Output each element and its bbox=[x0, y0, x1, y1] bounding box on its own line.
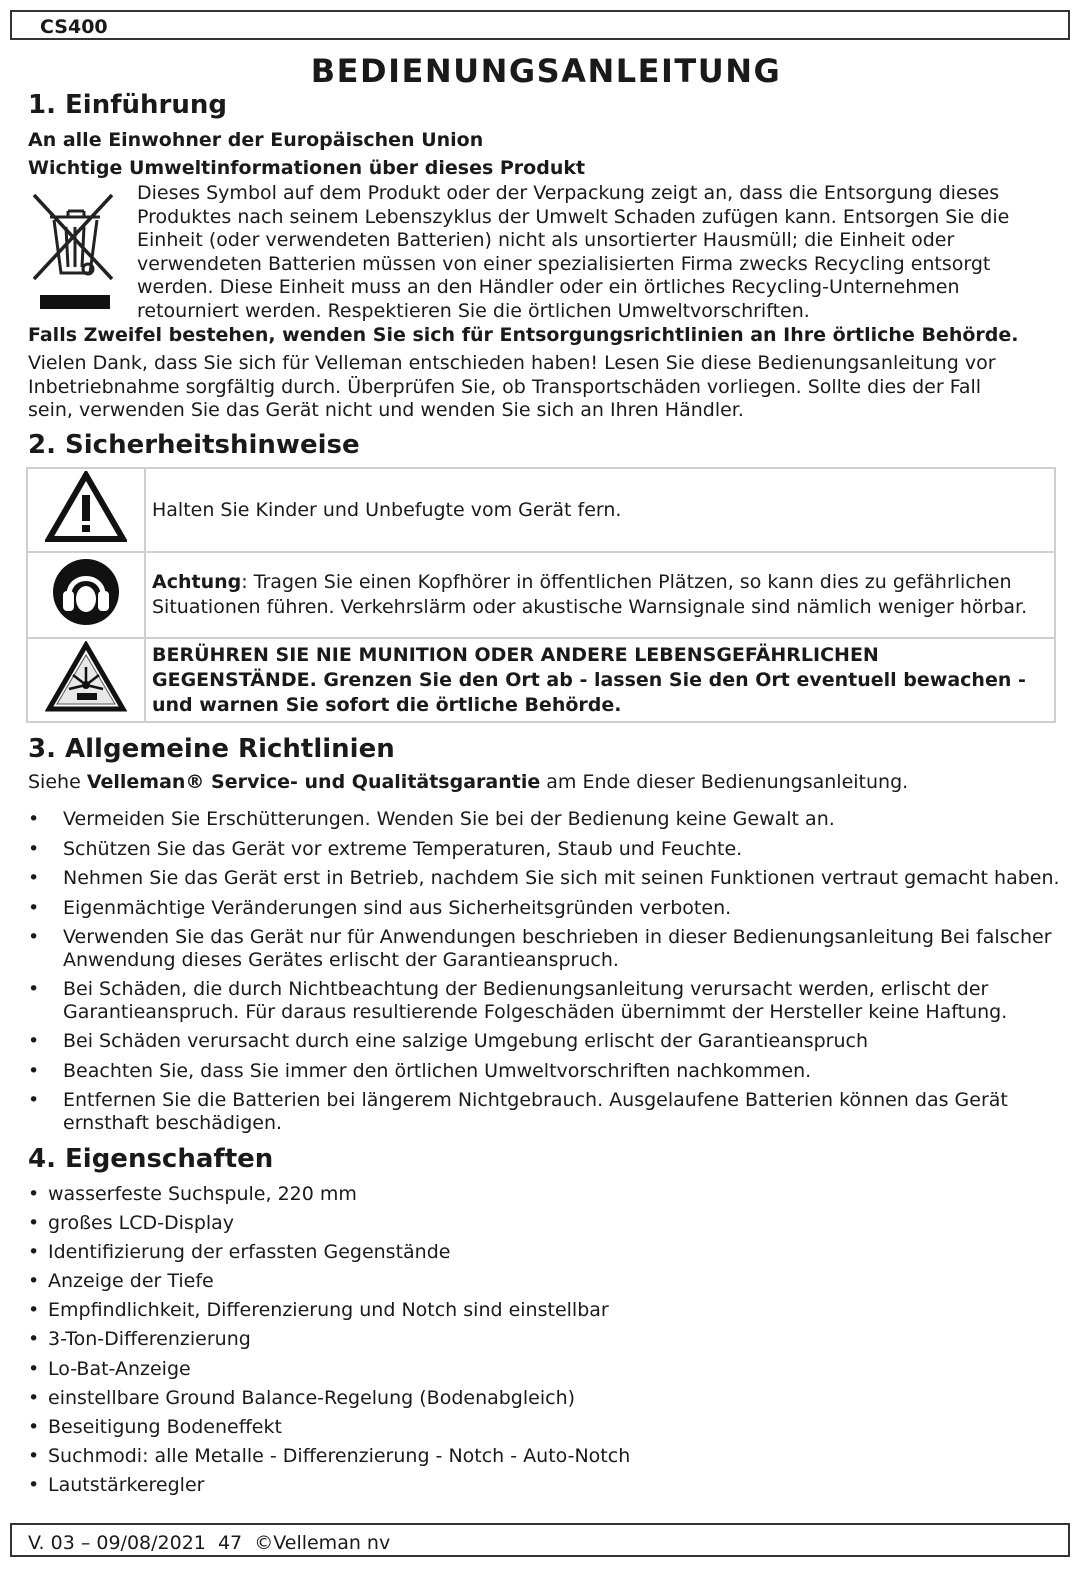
safety-row bbox=[27, 638, 1055, 722]
env-line-text: Produktes nach seinem Lebenszyklus der Umwelt Schaden zufügen kann. Entsorgen Sie die bbox=[137, 205, 1010, 228]
section-1-heading: 1. Einführung bbox=[28, 90, 227, 120]
env-line-text: werden. Diese Einheit muss an den Händler oder ein örtliches Recycling-Unternehmen bbox=[137, 276, 960, 298]
intro-pre: Siehe bbox=[28, 771, 87, 793]
warning-triangle-icon bbox=[45, 471, 127, 543]
safety-text-cell bbox=[145, 552, 1055, 638]
model-label: CS400 bbox=[40, 16, 108, 38]
ear-protection-icon bbox=[51, 557, 121, 627]
list-item: • Anzeige der Tiefe bbox=[28, 1270, 630, 1293]
list-item: • Vermeiden Sie Erschütterungen. Wenden Sie bei der Bedienung keine Gewalt an. bbox=[28, 808, 1068, 831]
env-line-text: Einheit (oder verwendeten Batterien) nicht als unsortierter Hausmüll; die Einheit oder bbox=[137, 229, 955, 251]
safety-text: : Tragen Sie einen Kopfhörer in öffentlichen Plätzen, so kann dies zu gefährlichen Situationen führen. Verkehrslärm oder akustische Warnsignale sind nämlich weniger hörbar. bbox=[152, 571, 1028, 618]
safety-text: BERÜHREN SIE NIE MUNITION ODER ANDERE LEBENSGEFÄHRLICHEN GEGENSTÄNDE. Grenzen Sie den Ort ab - lassen Sie den Ort eventuell bewachen - und warnen Sie sofort die örtliche Behörde. bbox=[145, 638, 1055, 722]
safety-icon-cell bbox=[27, 468, 145, 552]
env-line-text: verwendeten Batterien müssen von einer spezialisierten Firma zwecks Recycling entsorgt bbox=[137, 252, 991, 275]
list-item: • Identifizierung der erfassten Gegenstände bbox=[28, 1241, 630, 1264]
list-item: • Entfernen Sie die Batterien bei längerem Nichtgebrauch. Ausgelaufene Batterien können das Gerät ernsthaft beschädigen. bbox=[28, 1089, 1068, 1134]
list-item: • Lo-Bat-Anzeige bbox=[28, 1358, 630, 1381]
list-item: • Bei Schäden, die durch Nichtbeachtung der Bedienungsanleitung verursacht werden, erlischt der Garantieanspruch. Für daraus resultierende Folgeschäden übernimmt der Hersteller keine Haftung. bbox=[28, 978, 1068, 1023]
section-3-heading: 3. Allgemeine Richtlinien bbox=[28, 734, 395, 764]
list-item: • Schützen Sie das Gerät vor extreme Temperaturen, Staub und Feuchte. bbox=[28, 838, 1068, 861]
safety-table bbox=[26, 467, 1056, 723]
thanks-line: sein, verwenden Sie das Gerät nicht und wenden Sie sich an Ihren Händler. bbox=[28, 399, 744, 421]
page-footer bbox=[10, 1523, 1070, 1557]
list-item: • Eigenmächtige Veränderungen sind aus Sicherheitsgründen verboten. bbox=[28, 897, 1068, 920]
footer-text: V. 03 – 09/08/2021 47 ©Velleman nv bbox=[28, 1532, 391, 1554]
list-item: • Suchmodi: alle Metalle - Differenzierung - Notch - Auto-Notch bbox=[28, 1445, 630, 1468]
list-item: • Lautstärkeregler bbox=[28, 1474, 630, 1497]
section-2-heading: 2. Sicherheitshinweise bbox=[28, 430, 360, 460]
env-line-text: retourniert werden. Respektieren Sie die örtlichen Umweltvorschriften. bbox=[137, 299, 810, 322]
list-item: • Bei Schäden verursacht durch eine salzige Umgebung erlischt der Garantieanspruch bbox=[28, 1030, 1068, 1053]
env-line-text: Dieses Symbol auf dem Produkt oder der Verpackung zeigt an, dass die Entsorgung dieses bbox=[137, 182, 1000, 204]
weee-bin-icon bbox=[28, 187, 118, 317]
thanks-paragraph bbox=[28, 352, 1078, 423]
thanks-line: Inbetriebnahme sorgfältig durch. Überprüfen Sie, ob Transportschäden vorliegen. Sollte dies der Fall bbox=[28, 375, 982, 398]
attention-label: Achtung bbox=[152, 571, 242, 593]
doubt-line: Falls Zweifel bestehen, wenden Sie sich für Entsorgungsrichtlinien an Ihre örtliche Behörde. bbox=[28, 324, 1019, 346]
list-item: • Beachten Sie, dass Sie immer den örtlichen Umweltvorschriften nachkommen. bbox=[28, 1060, 1068, 1083]
list-item: • 3-Ton-Differenzierung bbox=[28, 1328, 630, 1351]
env-paragraph bbox=[137, 182, 1077, 323]
eu-line: An alle Einwohner der Europäischen Union bbox=[28, 129, 484, 151]
guidelines-list bbox=[28, 808, 1068, 1141]
document-title: BEDIENUNGSANLEITUNG bbox=[310, 52, 782, 90]
list-item: • Empfindlichkeit, Differenzierung und Notch sind einstellbar bbox=[28, 1299, 630, 1322]
explosive-hazard-icon bbox=[45, 641, 127, 713]
env-line: Wichtige Umweltinformationen über dieses Produkt bbox=[28, 157, 586, 179]
intro-bold: Velleman® Service- und Qualitätsgarantie bbox=[86, 771, 541, 793]
section-3-intro bbox=[28, 771, 1078, 795]
list-item: • Nehmen Sie das Gerät erst in Betrieb, nachdem Sie sich mit seinen Funktionen vertraut gemacht haben. bbox=[28, 867, 1068, 890]
list-item: • einstellbare Ground Balance-Regelung (Bodenabgleich) bbox=[28, 1387, 630, 1410]
features-list bbox=[28, 1183, 630, 1503]
safety-icon-cell bbox=[27, 638, 145, 722]
list-item: • großes LCD-Display bbox=[28, 1212, 630, 1235]
list-item: • Beseitigung Bodeneffekt bbox=[28, 1416, 630, 1439]
list-item: • Verwenden Sie das Gerät nur für Anwendungen beschrieben in dieser Bedienungsanleitung Bei falscher Anwendung dieses Gerätes erlischt der Garantieanspruch. bbox=[28, 926, 1068, 971]
safety-row bbox=[27, 552, 1055, 638]
page-header bbox=[10, 10, 1070, 40]
safety-text: Halten Sie Kinder und Unbefugte vom Gerät fern. bbox=[145, 468, 1055, 552]
intro-post: am Ende dieser Bedienungsanleitung. bbox=[540, 771, 909, 793]
thanks-line: Vielen Dank, dass Sie sich für Velleman entschieden haben! Lesen Sie diese Bedienungsanleitung vor bbox=[28, 352, 996, 374]
section-4-heading: 4. Eigenschaften bbox=[28, 1144, 274, 1174]
safety-icon-cell bbox=[27, 552, 145, 638]
safety-row bbox=[27, 468, 1055, 552]
list-item: • wasserfeste Suchspule, 220 mm bbox=[28, 1183, 630, 1206]
